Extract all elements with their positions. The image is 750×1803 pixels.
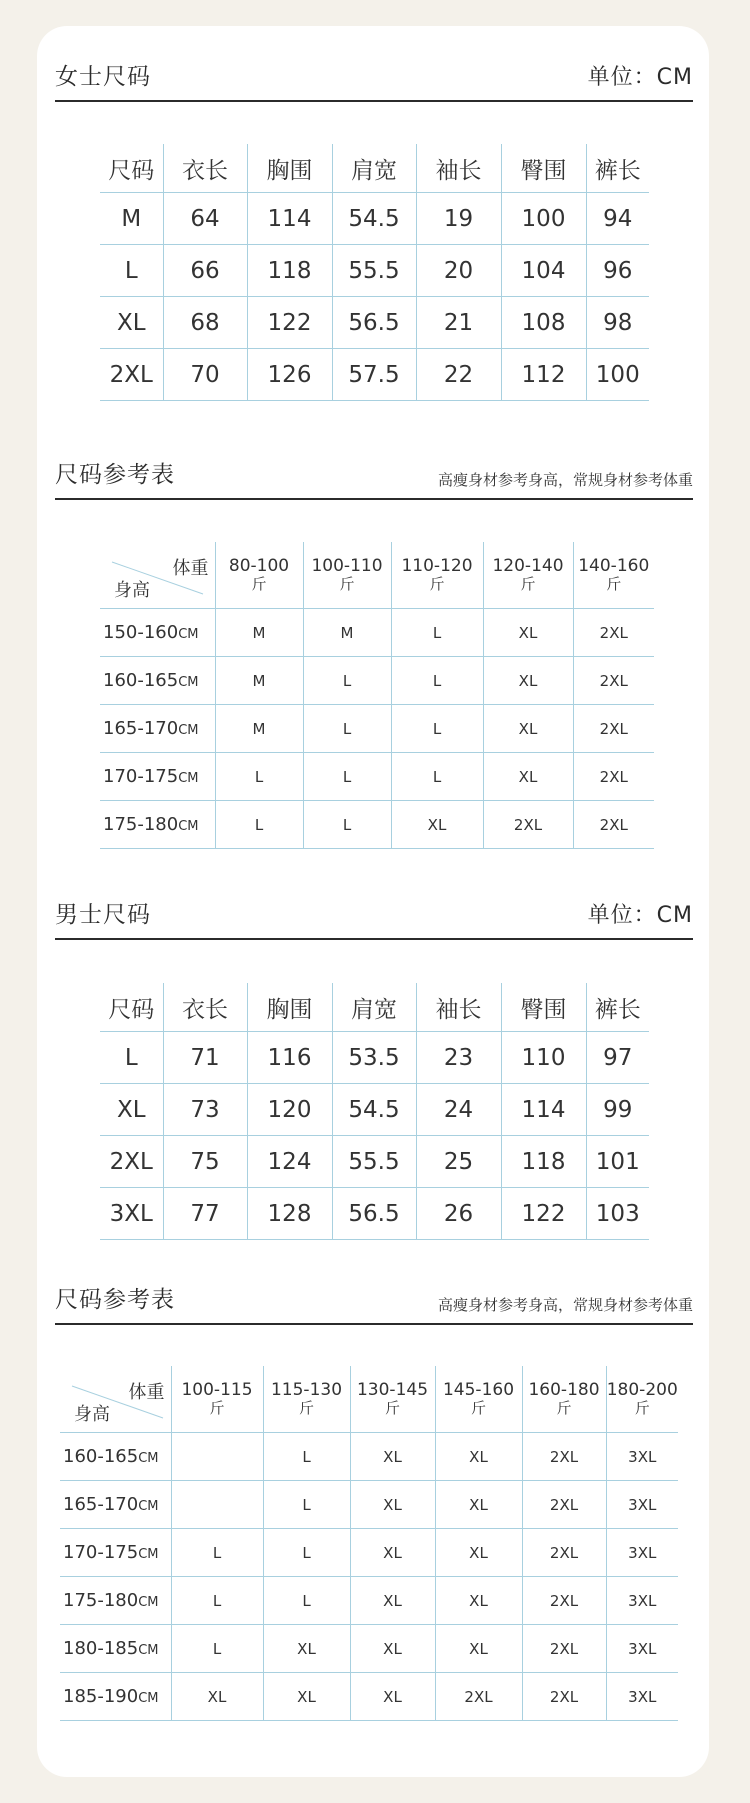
table-row [100,657,654,705]
size-cell: L [171,1529,263,1577]
weight-range: 160-180 [528,1380,600,1400]
height-range: 165-170 [63,1494,139,1515]
size-cell: M [215,705,303,753]
height-range-cell [100,753,215,801]
size-cell: XL [483,753,573,801]
height-range-cell [60,1625,171,1673]
measurement-cell: 19 [416,193,501,245]
weight-range-header [263,1366,350,1433]
height-range-cell [60,1433,171,1481]
measurement-cell: 114 [501,1084,586,1136]
men-size-table [100,983,649,1240]
weight-range: 100-115 [181,1380,253,1400]
weight-range-header [483,542,573,609]
size-cell: L [303,753,391,801]
header-row [60,1366,678,1433]
height-range-cell [100,609,215,657]
weight-unit: 斤 [520,575,536,593]
column-header: 臀围 [501,144,586,193]
size-cell: XL [263,1625,350,1673]
height-unit: CM [138,1547,159,1562]
height-range-cell [100,801,215,849]
size-cell: XL [350,1673,435,1721]
measurement-cell: 108 [501,297,586,349]
height-range-cell [60,1673,171,1721]
size-cell [171,1433,263,1481]
table-row [100,245,649,297]
size-cell: 2XL [573,753,654,801]
size-cell: L [263,1529,350,1577]
header-row [100,542,654,609]
table-row [60,1625,678,1673]
measurement-cell: 75 [163,1136,247,1188]
weight-range-header [606,1366,678,1433]
weight-range-header [171,1366,263,1433]
height-unit: CM [178,723,199,738]
weight-range-header [573,542,654,609]
size-cell: XL [435,1625,522,1673]
weight-range-header [215,542,303,609]
height-range-cell [100,705,215,753]
table-row [60,1433,678,1481]
size-cell: XL [483,609,573,657]
size-cell: L [391,609,483,657]
weight-range: 100-110 [311,556,383,576]
size-cell: 2XL [573,801,654,849]
size-label: L [100,1032,163,1084]
height-range: 185-190 [63,1686,139,1707]
weight-unit: 斤 [384,1399,400,1417]
height-range: 170-175 [63,1542,139,1563]
measurement-cell: 20 [416,245,501,297]
height-unit: CM [178,675,199,690]
corner-height-label: 身高 [74,1404,110,1425]
weight-unit: 斤 [634,1399,650,1417]
measurement-cell: 101 [586,1136,649,1188]
corner-cell [60,1366,171,1433]
size-cell: XL [350,1577,435,1625]
measurement-cell: 70 [163,349,247,401]
size-cell: 3XL [606,1529,678,1577]
measurement-cell: 128 [247,1188,332,1240]
size-cell: L [391,705,483,753]
height-unit: CM [138,1595,159,1610]
table-row [100,609,654,657]
size-cell: 2XL [435,1673,522,1721]
size-cell: XL [435,1481,522,1529]
weight-unit: 斤 [429,575,445,593]
size-cell: M [303,609,391,657]
measurement-cell: 53.5 [332,1032,416,1084]
size-cell: L [215,801,303,849]
weight-range: 120-140 [492,556,564,576]
column-header: 尺码 [100,983,163,1032]
column-header: 袖长 [416,983,501,1032]
measurement-cell: 126 [247,349,332,401]
size-cell: 2XL [522,1625,606,1673]
height-unit: CM [138,1691,159,1706]
height-unit: CM [178,819,199,834]
size-cell: XL [435,1529,522,1577]
size-cell: L [303,705,391,753]
table-row [60,1577,678,1625]
height-range-cell [60,1481,171,1529]
women-size-unit: 单位：CM [587,65,693,90]
weight-range: 145-160 [442,1380,515,1400]
size-cell: 2XL [522,1433,606,1481]
table-row [100,753,654,801]
table-row [100,1188,649,1240]
height-range: 180-185 [63,1638,139,1659]
women-size-title: 女士尺码 [55,64,151,90]
weight-unit: 斤 [209,1399,225,1417]
weight-unit: 斤 [606,575,622,593]
height-range-cell [60,1529,171,1577]
corner-weight-label: 体重 [172,558,209,579]
measurement-cell: 118 [247,245,332,297]
table-row [100,1136,649,1188]
height-range: 150-160 [103,622,179,643]
measurement-cell: 71 [163,1032,247,1084]
table-row [60,1673,678,1721]
measurement-cell: 54.5 [332,1084,416,1136]
measurement-cell: 112 [501,349,586,401]
size-label: 3XL [100,1188,163,1240]
size-cell: XL [263,1673,350,1721]
measurement-cell: 122 [247,297,332,349]
size-cell [171,1481,263,1529]
measurement-cell: 99 [586,1084,649,1136]
height-unit: CM [178,627,199,642]
measurement-cell: 110 [501,1032,586,1084]
women-ref-title: 尺码参考表 [55,462,175,488]
weight-range: 80-100 [228,556,290,576]
measurement-cell: 100 [586,349,649,401]
measurement-cell: 25 [416,1136,501,1188]
men-ref-table [60,1366,678,1721]
weight-unit: 斤 [251,575,267,593]
column-header: 胸围 [247,983,332,1032]
weight-unit: 斤 [556,1399,572,1417]
measurement-cell: 97 [586,1032,649,1084]
table-row [100,801,654,849]
measurement-cell: 55.5 [332,245,416,297]
men-size-title: 男士尺码 [55,902,151,928]
size-cell: 2XL [522,1529,606,1577]
size-cell: 2XL [573,657,654,705]
size-label: XL [100,1084,163,1136]
size-cell: 2XL [573,705,654,753]
size-cell: 2XL [522,1673,606,1721]
women-ref-table [100,542,654,849]
size-cell: 3XL [606,1577,678,1625]
column-header: 衣长 [163,983,247,1032]
weight-range-header [522,1366,606,1433]
size-label: 2XL [100,1136,163,1188]
corner-cell [100,542,215,609]
height-range: 175-180 [63,1590,139,1611]
men-ref-title: 尺码参考表 [55,1287,175,1313]
size-cell: 2XL [522,1577,606,1625]
table-row [100,1032,649,1084]
size-cell: L [303,801,391,849]
measurement-cell: 103 [586,1188,649,1240]
column-header: 臀围 [501,983,586,1032]
measurement-cell: 22 [416,349,501,401]
measurement-cell: 68 [163,297,247,349]
size-cell: M [215,609,303,657]
measurement-cell: 122 [501,1188,586,1240]
size-cell: 3XL [606,1673,678,1721]
table-row [60,1481,678,1529]
weight-unit: 斤 [339,575,355,593]
measurement-cell: 56.5 [332,297,416,349]
column-header: 胸围 [247,144,332,193]
measurement-cell: 77 [163,1188,247,1240]
height-range: 170-175 [103,766,179,787]
size-cell: 3XL [606,1481,678,1529]
measurement-cell: 57.5 [332,349,416,401]
column-header: 尺码 [100,144,163,193]
size-cell: 2XL [522,1481,606,1529]
weight-unit: 斤 [298,1399,314,1417]
size-cell: L [263,1577,350,1625]
men-size-unit: 单位：CM [587,903,693,928]
column-header: 袖长 [416,144,501,193]
size-label: XL [100,297,163,349]
size-label: 2XL [100,349,163,401]
size-cell: XL [350,1529,435,1577]
height-range: 160-165 [63,1446,139,1467]
size-cell: L [171,1625,263,1673]
height-range-cell [60,1577,171,1625]
size-cell: 2XL [573,609,654,657]
size-label: M [100,193,163,245]
column-header: 裤长 [586,983,649,1032]
column-header: 衣长 [163,144,247,193]
size-cell: L [263,1433,350,1481]
size-cell: 3XL [606,1625,678,1673]
measurement-cell: 98 [586,297,649,349]
measurement-cell: 116 [247,1032,332,1084]
size-cell: L [303,657,391,705]
women-ref-note: 高瘦身材参考身高，常规身材参考体重 [437,471,693,489]
height-unit: CM [138,1643,159,1658]
size-cell: XL [350,1625,435,1673]
height-range: 165-170 [103,718,179,739]
weight-unit: 斤 [470,1399,486,1417]
measurement-cell: 114 [247,193,332,245]
size-chart-card [37,26,709,1777]
size-cell: XL [483,657,573,705]
measurement-cell: 54.5 [332,193,416,245]
measurement-cell: 94 [586,193,649,245]
column-header: 肩宽 [332,983,416,1032]
column-header: 肩宽 [332,144,416,193]
size-cell: XL [350,1433,435,1481]
size-cell: L [263,1481,350,1529]
measurement-cell: 104 [501,245,586,297]
men-size-header [55,896,693,940]
measurement-cell: 21 [416,297,501,349]
size-cell: XL [171,1673,263,1721]
header-row [100,144,649,193]
height-range: 175-180 [103,814,179,835]
size-cell: 2XL [483,801,573,849]
measurement-cell: 23 [416,1032,501,1084]
height-range: 160-165 [103,670,179,691]
size-cell: XL [391,801,483,849]
measurement-cell: 26 [416,1188,501,1240]
table-row [60,1529,678,1577]
size-cell: 3XL [606,1433,678,1481]
weight-range: 140-160 [578,556,650,576]
women-ref-header [55,456,693,500]
size-cell: XL [350,1481,435,1529]
measurement-cell: 118 [501,1136,586,1188]
size-cell: XL [435,1577,522,1625]
weight-range: 110-120 [401,556,473,576]
table-row [100,297,649,349]
measurement-cell: 96 [586,245,649,297]
weight-range: 180-200 [606,1380,678,1400]
table-row [100,1084,649,1136]
women-size-table [100,144,649,401]
column-header: 裤长 [586,144,649,193]
measurement-cell: 124 [247,1136,332,1188]
table-row [100,193,649,245]
measurement-cell: 120 [247,1084,332,1136]
weight-range-header [391,542,483,609]
height-range-cell [100,657,215,705]
women-size-header [55,58,693,102]
weight-range-header [435,1366,522,1433]
size-cell: L [171,1577,263,1625]
measurement-cell: 64 [163,193,247,245]
weight-range-header [303,542,391,609]
men-ref-header [55,1281,693,1325]
weight-range: 130-145 [356,1380,429,1400]
table-row [100,705,654,753]
weight-range: 115-130 [270,1380,343,1400]
size-cell: XL [435,1433,522,1481]
measurement-cell: 100 [501,193,586,245]
size-cell: M [215,657,303,705]
measurement-cell: 24 [416,1084,501,1136]
corner-height-label: 身高 [114,580,150,601]
size-label: L [100,245,163,297]
height-unit: CM [138,1499,159,1514]
size-cell: L [391,753,483,801]
header-row [100,983,649,1032]
size-cell: L [391,657,483,705]
measurement-cell: 73 [163,1084,247,1136]
men-ref-note: 高瘦身材参考身高，常规身材参考体重 [437,1296,693,1314]
corner-weight-label: 体重 [128,1382,165,1403]
measurement-cell: 56.5 [332,1188,416,1240]
measurement-cell: 66 [163,245,247,297]
size-cell: XL [483,705,573,753]
table-row [100,349,649,401]
weight-range-header [350,1366,435,1433]
size-cell: L [215,753,303,801]
height-unit: CM [138,1451,159,1466]
measurement-cell: 55.5 [332,1136,416,1188]
height-unit: CM [178,771,199,786]
